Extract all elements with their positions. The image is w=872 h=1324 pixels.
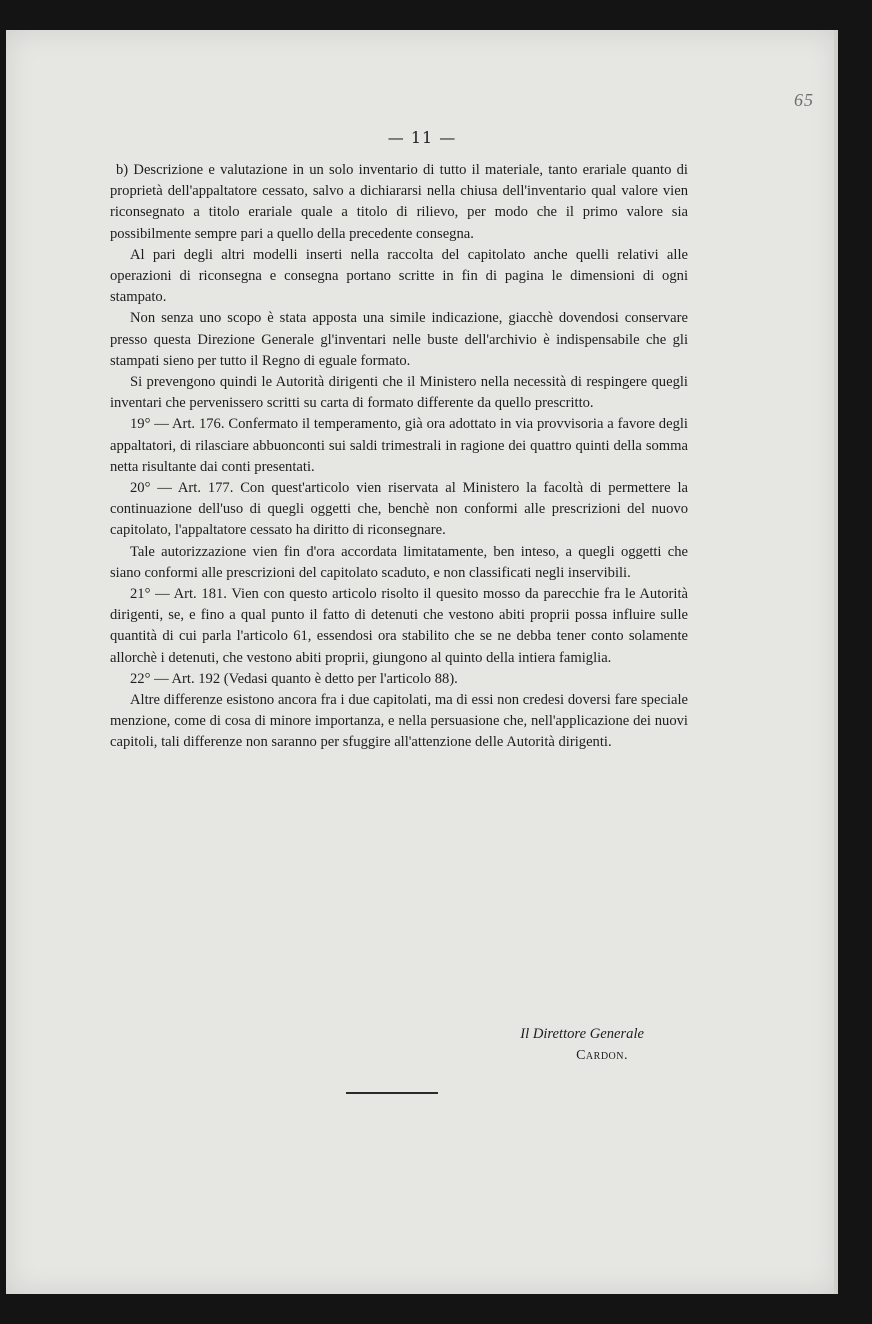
paragraph: Al pari degli altri modelli inserti nella raccolta del capitolato anche quelli relativi alle operazioni di riconsegna e consegna portano scritte in fin di pagina le dimensioni di ogni stampato. [110, 246, 688, 306]
document-page [6, 30, 838, 1294]
paragraph: 21° — Art. 181. Vien con questo articolo risolto il quesito mosso da parecchie fra le Autorità dirigenti, se, e fino a qual punto il fatto di detenuti che vestono abiti proprii possa influire sulle quantità di cui parla l'articolo 61, essendosi ora stabilito che se ne debba tener conto solamente allorchè i detenuti, che vestono abiti proprii, giungono al quinto della intiera famiglia. [110, 586, 688, 666]
signatory-name: Cardon. [576, 1048, 628, 1063]
paragraph: 22° — Art. 192 (Vedasi quanto è detto per l'articolo 88). [130, 670, 458, 687]
paragraph: 19° — Art. 176. Confermato il temperamento, già ora adottato in via provvisoria a favore degli appaltatori, di rilasciare abbuonconti sui saldi trimestrali in ragione dei quattro quinti della somma netta risultante dai conti presentati. [110, 416, 688, 475]
page-number: — 11 — [387, 128, 457, 147]
closing-rule [346, 1092, 438, 1094]
paragraph: Si prevengono quindi le Autorità dirigenti che il Ministero nella necessità di respingere quegli inventari che pervenissero scritti su carta di formato differente da quello prescritto. [110, 374, 688, 412]
body-text [110, 160, 688, 754]
handwritten-folio-number: 65 [794, 90, 814, 110]
paragraph: 20° — Art. 177. Con quest'articolo vien riservata al Ministero la facoltà di permettere la continuazione dell'uso di quegli oggetti che, benchè non conformi alle prescrizioni del nuovo capitolato, l'appaltatore cessato ha diritto di riconsegnare. [110, 480, 688, 539]
paragraph: Tale autorizzazione vien fin d'ora accordata limitatamente, ben inteso, a quegli oggetti che siano conformi alle prescrizioni del capitolato scaduto, e non classificati negli inservibili. [110, 543, 688, 581]
signature-block [476, 1024, 696, 1066]
paragraph: Non senza uno scopo è stata apposta una simile indicazione, giacchè dovendosi conservare presso questa Direzione Generale gl'inventari nelle buste dell'archivio è indispensabile che gli stampati sieno per tutto il Regno di eguale formato. [110, 310, 688, 369]
paragraph: b) Descrizione e valutazione in un solo inventario di tutto il materiale, tanto erariale quanto di proprietà dell'appaltatore cessato, salvo a dichiararsi nella chiusa dell'inventario qual valore vien riconsegnato a titolo erariale quale a titolo di rilievo, per modo che il primo valore sia possibilmente sempre pari a quello della precedente consegna. [110, 162, 688, 242]
paragraph: Altre differenze esistono ancora fra i due capitolati, ma di essi non credesi doversi fare speciale menzione, come di cosa di minore importanza, e nella persuasione che, nell'applicazione dei nuovi capitoli, tali differenze non saranno per sfuggire all'attenzione delle Autorità dirigenti. [110, 692, 688, 751]
page-edge [834, 30, 838, 1294]
signatory-title: Il Direttore Generale [520, 1026, 644, 1042]
